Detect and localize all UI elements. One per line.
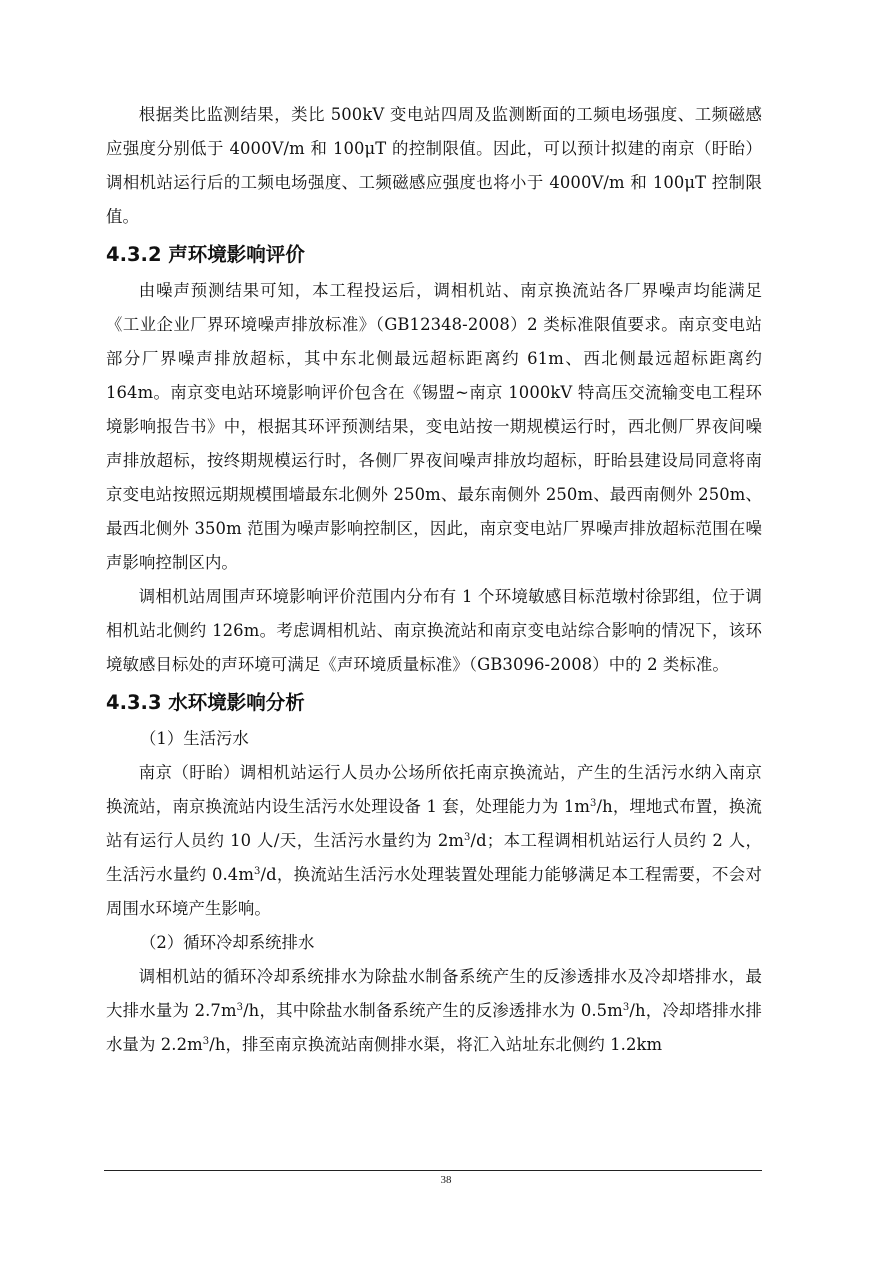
superscript: 3 [590,798,597,809]
superscript: 3 [622,1002,630,1013]
paragraph-noise-prediction: 由噪声预测结果可知，本工程投运后，调相机站、南京换流站各厂界噪声均能满足《工业企业厂界环境噪声排放标准》（GB12348-2008）2 类标准限值要求。南京变电站部分厂界噪声排放超标，其中东北侧最远超标距离约 61m、西北侧最远超标距离约 164m。南京变电站环境影响评价包含在《锡盟~南京 1000kV 特高压交流输变电工程环境影响报告书》中，根据其环评预测结果，变电站按一期规模运行时，西北侧厂界夜间噪声排放超标，按终期规模运行时，各侧厂界夜间噪声排放均超标，盱眙县建设局同意将南京变电站按照远期规模围墙最东北侧外 250m、最东南侧外 250m、最西南侧外 250m、最西北侧外 350m 范围为噪声影响控制区，因此，南京变电站厂界噪声排放超标范围在噪声影响控制区内。 [106,281,762,572]
document-body [106,98,762,1062]
section-heading-4-3-3: 4.3.3 水环境影响分析 [106,691,305,714]
page-number: 38 [440,1174,452,1186]
text-run: /h，埋地式布置，换流站有运行人员约 10 人/天，生活污水量约为 2m [106,797,762,850]
paragraph-sensitive-target: 调相机站周围声环境影响评价范围内分布有 1 个环境敏感目标范墩村徐郢组，位于调相机站北侧约 126m。考虑调相机站、南京换流站和南京变电站综合影响的情况下，该环境敏感目标处的声环境可满足《声环境质量标准》（GB3096-2008）中的 2 类标准。 [106,587,762,674]
superscript: 3 [202,1036,210,1047]
subheading-cooling-drainage: （2）循环冷却系统排水 [140,933,315,952]
superscript: 3 [253,866,261,877]
text-run: /h，排至南京换流站南侧排水渠，将汇入站址东北侧约 1.2km [209,1035,663,1054]
paragraph-emf-conclusion: 根据类比监测结果，类比 500kV 变电站四周及监测断面的工频电场强度、工频磁感应强度分别低于 4000V/m 和 100μT 的控制限值。因此，可以预计拟建的南京（盱眙）调相机站运行后的工频电场强度、工频磁感应强度也将小于 4000V/m 和 100μT 控制限值。 [106,105,762,226]
superscript: 3 [236,1002,244,1013]
section-heading-4-3-2: 4.3.2 声环境影响评价 [106,243,305,266]
paragraph-cooling-drainage [106,960,762,1062]
superscript: 3 [464,832,471,843]
subheading-domestic-sewage: （1）生活污水 [140,729,249,748]
text-run: /d，换流站生活污水处理装置处理能力能够满足本工程需要，不会对周围水环境产生影响。 [106,865,762,918]
text-run: 南京（盱眙）调相机站运行人员办公场所依托南京换流站，产生的生活污水纳入南京换流站，南京换流站内设生活污水处理设备 1 套，处理能力为 1m [106,763,762,816]
text-run: 调相机站的循环冷却系统排水为除盐水制备系统产生的反渗透排水及冷却塔排水，最大排水量为 2.7m [106,967,762,1020]
footer-divider [104,1170,762,1171]
text-run: /d；本工程调相机站运行人员约 2 人，生活污水量约 0.4m [106,831,762,884]
paragraph-domestic-sewage [106,756,762,926]
text-run: /h，冷却塔排水排水量为 2.2m [106,1001,762,1054]
text-run: /h，其中除盐水制备系统产生的反渗透排水为 0.5m [243,1001,623,1020]
